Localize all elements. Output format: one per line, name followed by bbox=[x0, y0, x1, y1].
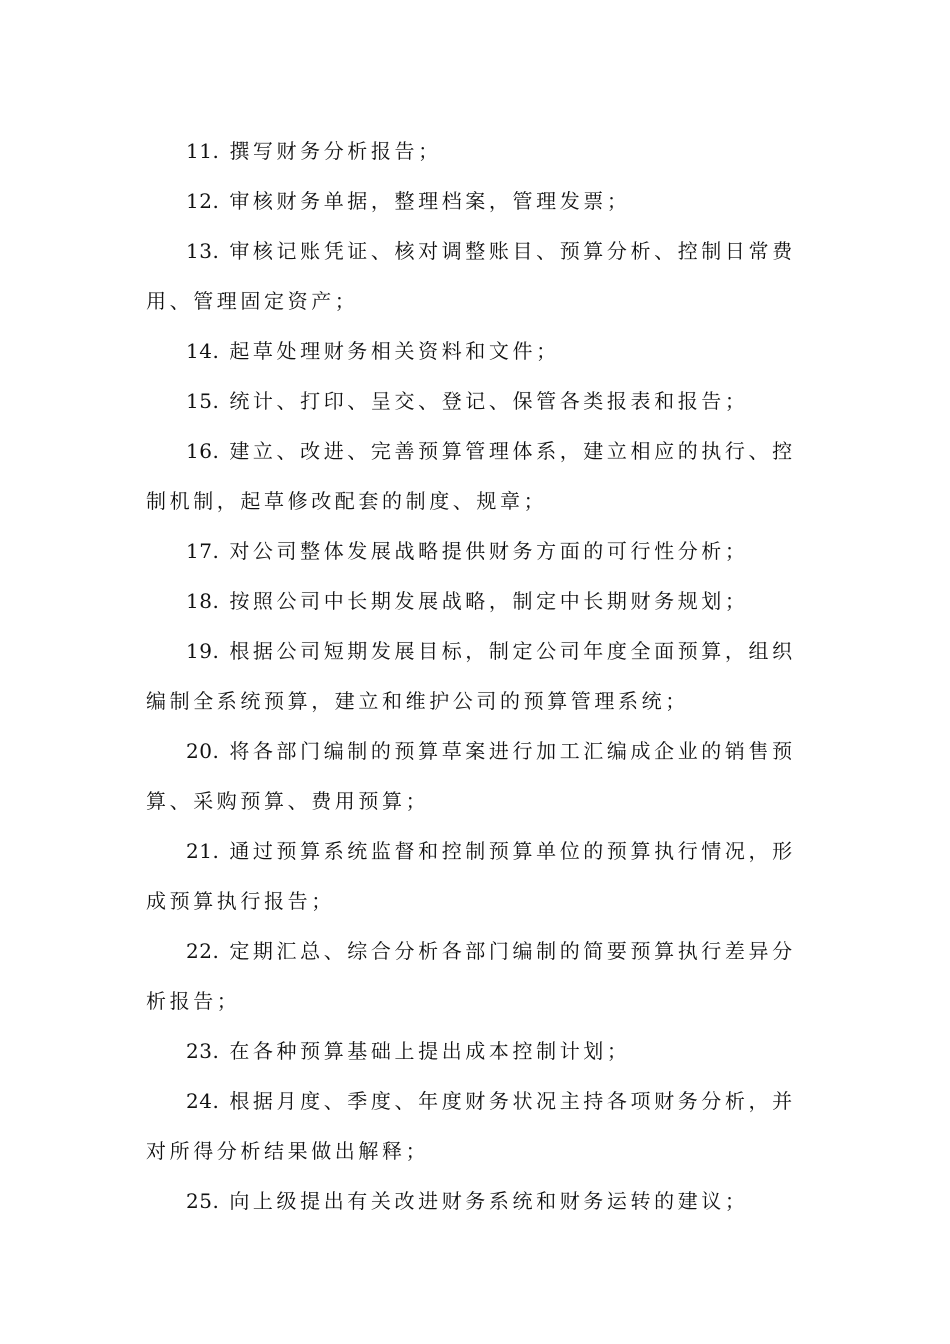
item-text: 起草处理财务相关资料和文件； bbox=[229, 339, 560, 363]
list-item bbox=[146, 576, 806, 626]
item-number: 20. bbox=[186, 739, 220, 763]
item-number: 23. bbox=[186, 1039, 220, 1063]
item-number: 22. bbox=[186, 939, 220, 963]
list-item bbox=[146, 176, 806, 226]
item-text: 将各部门编制的预算草案进行加工汇编成企业的销售预算、采购预算、费用预算； bbox=[146, 739, 796, 813]
list-item bbox=[146, 926, 806, 1026]
list-item bbox=[146, 626, 806, 726]
item-number: 15. bbox=[186, 389, 220, 413]
item-number: 13. bbox=[186, 239, 220, 263]
item-list bbox=[146, 126, 806, 1226]
item-text: 根据月度、季度、年度财务状况主持各项财务分析，并对所得分析结果做出解释； bbox=[146, 1089, 796, 1163]
item-text: 根据公司短期发展目标，制定公司年度全面预算，组织编制全系统预算，建立和维护公司的预算管理系统； bbox=[146, 639, 796, 713]
item-number: 19. bbox=[186, 639, 220, 663]
list-item bbox=[146, 426, 806, 526]
item-text: 对公司整体发展战略提供财务方面的可行性分析； bbox=[229, 539, 749, 563]
item-number: 12. bbox=[186, 189, 220, 213]
list-item bbox=[146, 376, 806, 426]
list-item bbox=[146, 126, 806, 176]
item-number: 11. bbox=[186, 139, 220, 163]
item-number: 21. bbox=[186, 839, 220, 863]
item-text: 在各种预算基础上提出成本控制计划； bbox=[229, 1039, 631, 1063]
list-item bbox=[146, 826, 806, 926]
list-item bbox=[146, 1026, 806, 1076]
item-text: 审核记账凭证、核对调整账目、预算分析、控制日常费用、管理固定资产； bbox=[146, 239, 796, 313]
item-number: 18. bbox=[186, 589, 220, 613]
list-item bbox=[146, 326, 806, 376]
item-text: 统计、打印、呈交、登记、保管各类报表和报告； bbox=[229, 389, 749, 413]
item-number: 24. bbox=[186, 1089, 220, 1113]
list-item bbox=[146, 1076, 806, 1176]
item-text: 向上级提出有关改进财务系统和财务运转的建议； bbox=[229, 1189, 749, 1213]
item-text: 建立、改进、完善预算管理体系，建立相应的执行、控制机制，起草修改配套的制度、规章； bbox=[146, 439, 796, 513]
item-text: 通过预算系统监督和控制预算单位的预算执行情况，形成预算执行报告； bbox=[146, 839, 796, 913]
list-item bbox=[146, 226, 806, 326]
item-text: 定期汇总、综合分析各部门编制的简要预算执行差异分析报告； bbox=[146, 939, 796, 1013]
list-item bbox=[146, 1176, 806, 1226]
list-item bbox=[146, 526, 806, 576]
item-number: 17. bbox=[186, 539, 220, 563]
list-item bbox=[146, 726, 806, 826]
item-text: 撰写财务分析报告； bbox=[229, 139, 442, 163]
item-number: 25. bbox=[186, 1189, 220, 1213]
item-number: 14. bbox=[186, 339, 220, 363]
item-number: 16. bbox=[186, 439, 220, 463]
item-text: 审核财务单据，整理档案，管理发票； bbox=[229, 189, 631, 213]
item-text: 按照公司中长期发展战略，制定中长期财务规划； bbox=[229, 589, 749, 613]
